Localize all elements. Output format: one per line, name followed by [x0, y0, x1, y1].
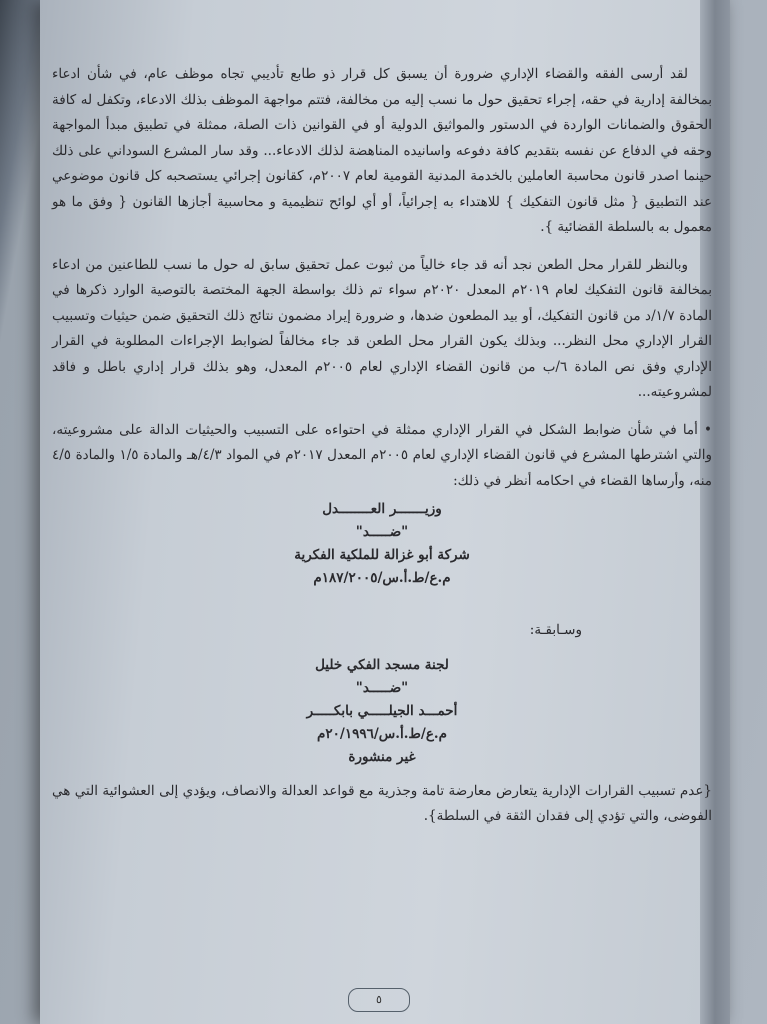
case1-party2: شركة أبو غزالة للملكية الفكرية — [294, 547, 470, 563]
page-number: ٥ — [348, 988, 410, 1012]
case2-versus: "ضـــــد" — [355, 679, 409, 696]
case1-reference: م.ع/ط.أ.س/١٨٧/٢٠٠٥م — [313, 570, 451, 586]
document-body — [52, 62, 712, 842]
case-citation-2 — [52, 654, 712, 769]
case2-party1: لجنة مسجد الفكي خليل — [315, 656, 449, 673]
case1-party1: وزيـــــــر العــــــــدل — [322, 501, 442, 517]
case2-status: غير منشورة — [348, 748, 416, 765]
precedent-label: وسـابقـة: — [529, 622, 582, 638]
case2-party2: أحمـــد الجيلـــــي بابكـــــر — [306, 702, 458, 719]
case2-reference: م.ع/ط.أ.س/٢٠/١٩٩٦م — [317, 725, 447, 742]
bullet-paragraph: • أما في شأن ضوابط الشكل في القرار الإداري ممثلة في احتواءه على التسبيب والحيثيات الدالة على مشروعيته، والتي اشترطها المشرع في قانون القضاء الإداري لعام ٢٠٠٥م المعدل ٢٠١٧م في المواد ٤/٣/هـ والمادة ١/٥ والمادة ٤/٥ منه، وأرساها القضاء في احكامه أنظر في ذلك: — [52, 421, 713, 489]
closing-quote: {عدم تسبيب القرارات الإدارية يتعارض معارضة تامة وجذرية مع قواعد العدالة والانصاف، ويؤدي إلى العشوائية التي هي الفوضى، والتي تؤدي إلى فقدان الثقة في السلطة}. — [52, 782, 712, 824]
paragraph-1: لقد أرسى الفقه والقضاء الإداري ضرورة أن يسبق كل قرار ذو طابع تأديبي تجاه موظف عام، في شأن ادعاء بمخالفة إدارية في حقه، إجراء تحقيق حول ما نسب إليه من مخالفة، فتتم مواجهة الموظف بذلك الادعاء، وتكفل له كافة الحقوق والضمانات الواردة في الدستور والمواثيق الدولية أو في القوانين ذات الصلة، ممثلة في تطبيق مبدأ المواجهة وحقه في الدفاع عن نفسه بتقديم كافة دفوعه واسانيده المناهضة لذلك الادعاء... وقد سار المشرع السوداني على ذلك حينما اصدر قانون محاسبة العاملين بالخدمة المدنية القومية لعام ٢٠٠٧م، كقانون إجرائي يستصحبه كل قانون موضوعي عند التطبيق { مثل قانون التفكيك } للاهتداء به إجرائياً، أو أي لوائح تنظيمية و محاسبية أجازها القانون { وفق ما هو معمول به بالسلطة القضائية }. — [52, 66, 713, 235]
case-citation-1 — [52, 498, 712, 590]
case1-versus: "ضـــــد" — [355, 524, 409, 540]
paragraph-2: وبالنظر للقرار محل الطعن نجد أنه قد جاء خالياً من ثبوت عمل تحقيق سابق له حول ما نسب للطاعنين من ادعاء بمخالفة قانون التفكيك لعام ٢٠١٩م المعدل ٢٠٢٠م سواء تم ذلك بواسطة الجهة المختصة بالتوصية الوارد ذكرها في المادة ١/٧/د من قانون التفكيك، أو بيد المطعون ضدها، و ضرورة إيراد مضمون نتائج ذلك التحقيق ضمن حيثيات وتسبيب القرار الإداري محل النظر... وبذلك يكون القرار محل الطعن قد جاء مخالفاً لضوابط الإجراءات المطلوبة في القرار الإداري وفق نص المادة ٦/ب من قانون القضاء الإداري لعام ٢٠٠٥م المعدل، وهو بذلك قرار إداري باطل و فاقد لمشروعيته... — [52, 256, 713, 400]
